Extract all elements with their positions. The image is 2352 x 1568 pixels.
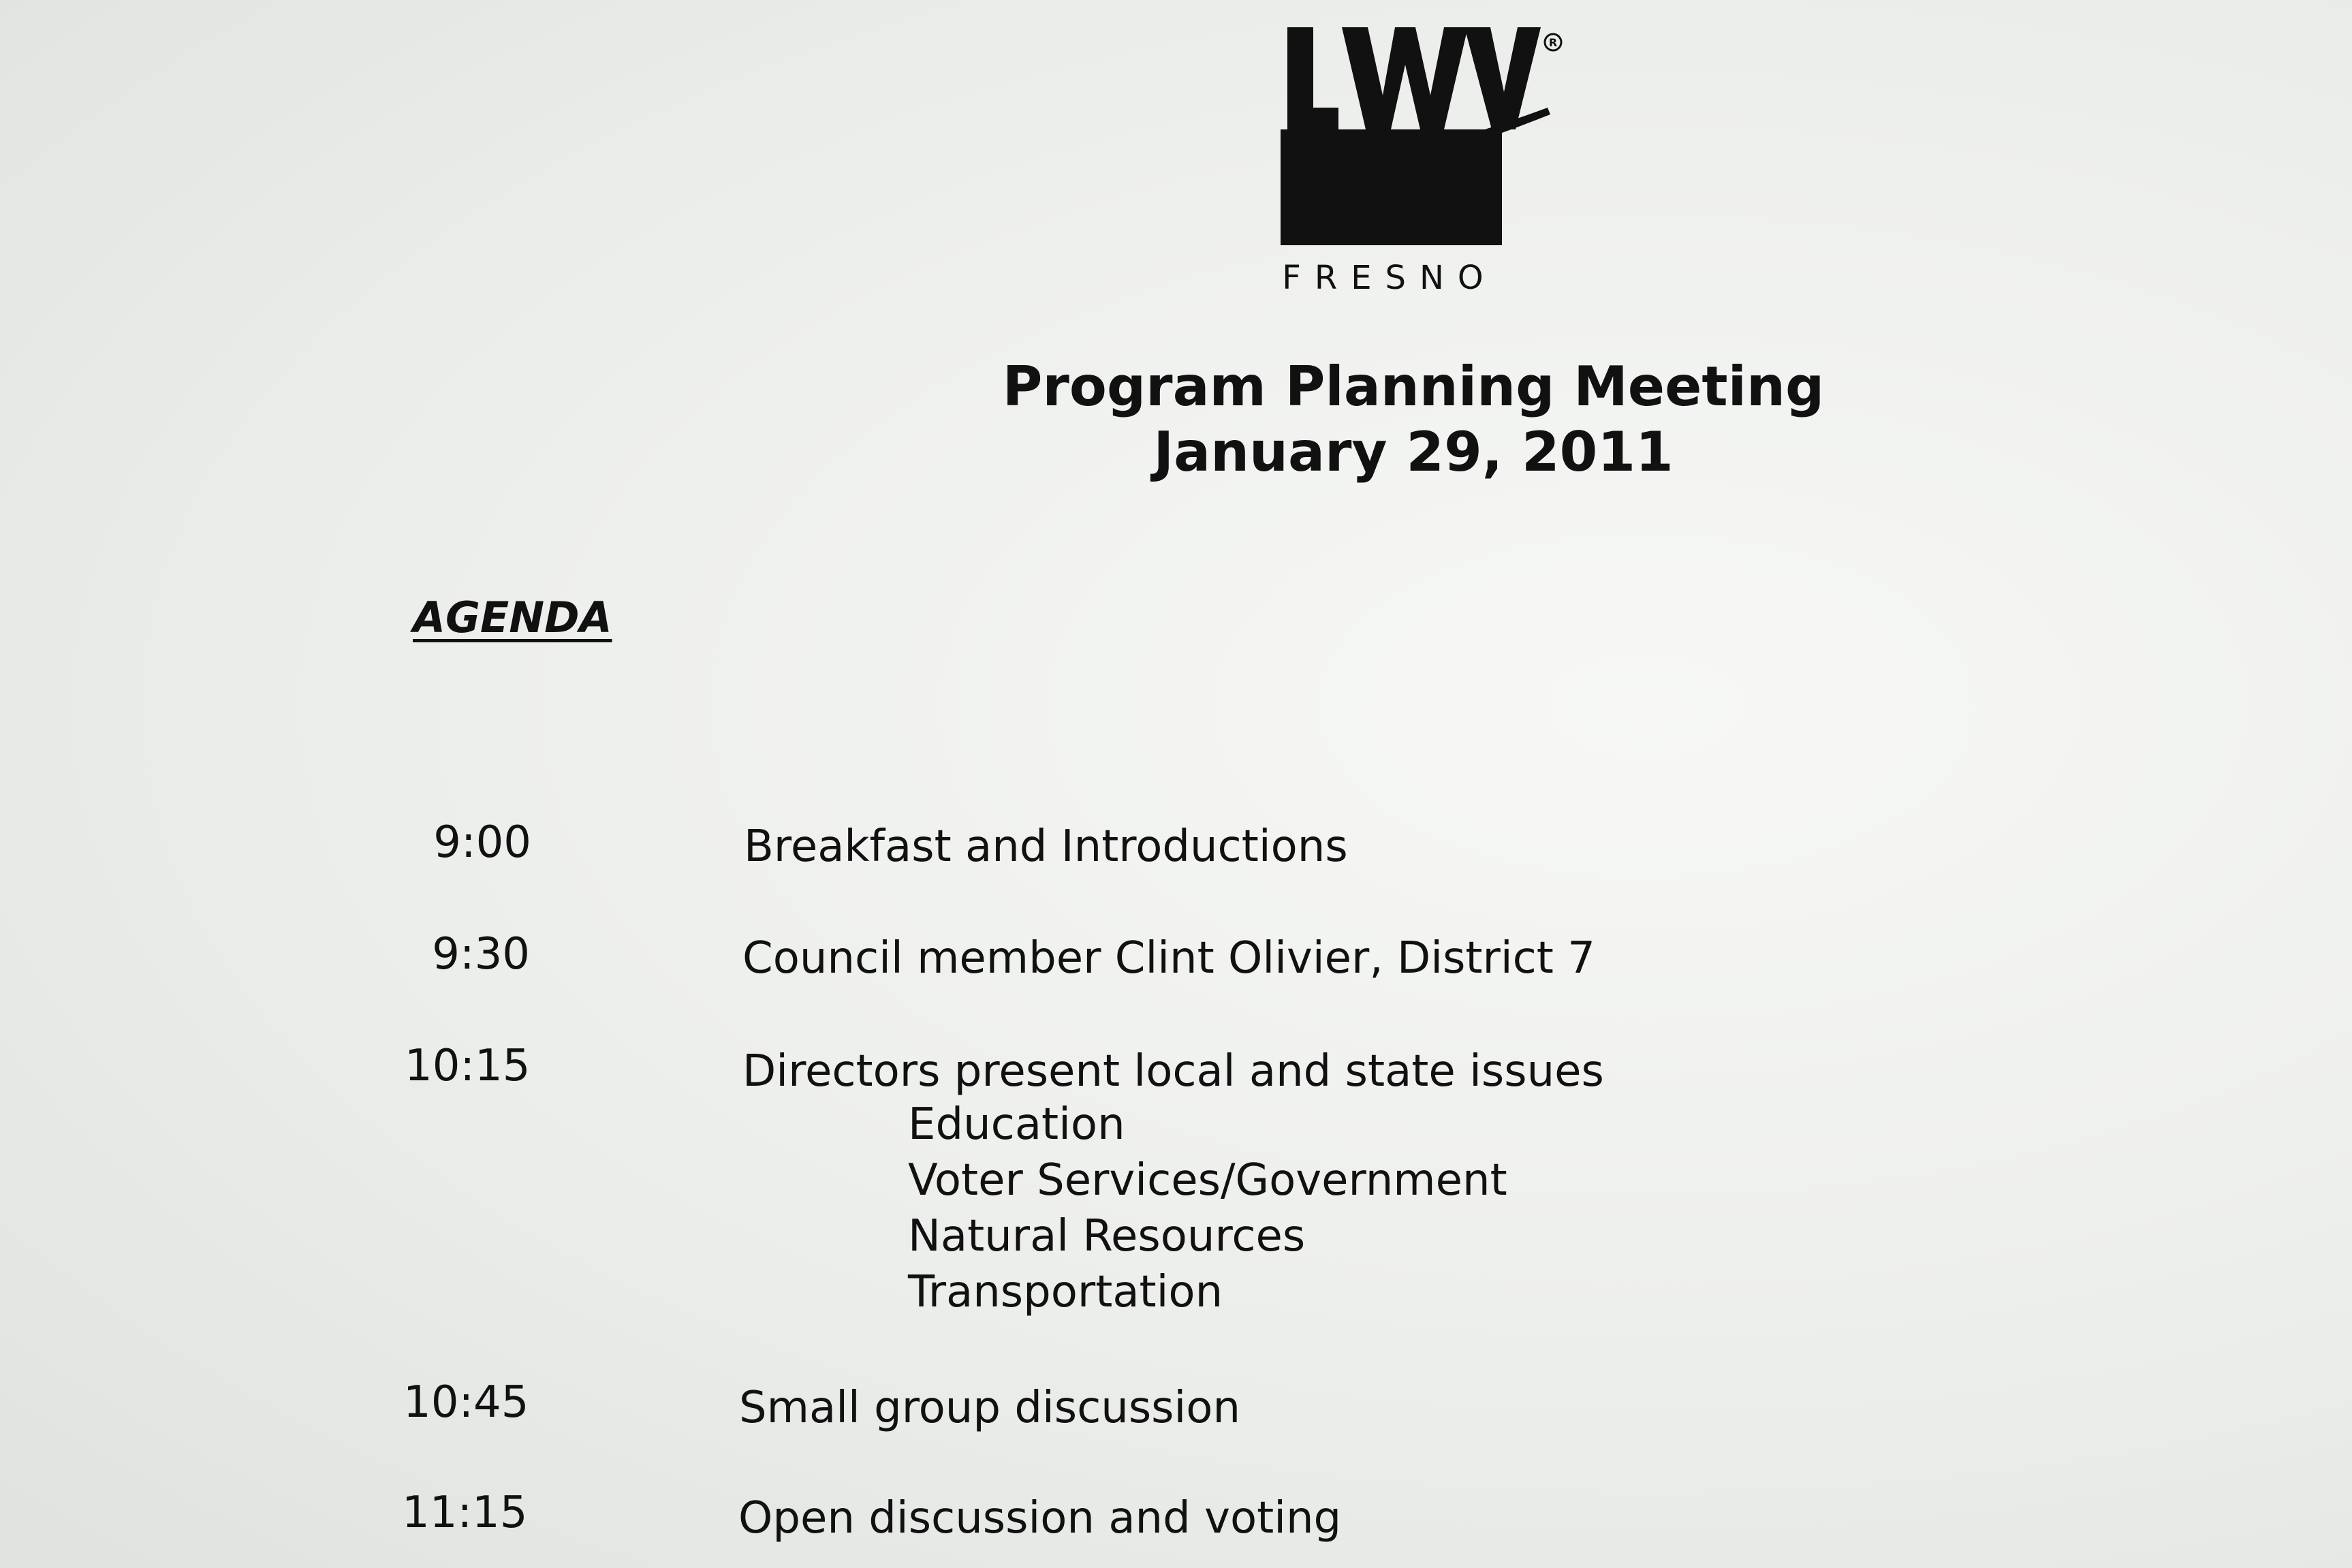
svg-text:R: R xyxy=(1548,36,1558,49)
title-line-1: Program Planning Meeting xyxy=(1002,355,1825,418)
logo-location-text: FRESNO xyxy=(1282,259,1497,297)
agenda-time: 10:45 xyxy=(403,1377,529,1428)
agenda-subitem: Voter Services/Government xyxy=(908,1155,1507,1206)
agenda-heading: AGENDA xyxy=(413,593,612,642)
meeting-title xyxy=(885,354,1941,485)
agenda-subitem: Education xyxy=(908,1099,1125,1150)
agenda-item: Small group discussion xyxy=(739,1383,1240,1433)
agenda-time: 9:00 xyxy=(433,817,531,868)
agenda-item: Open discussion and voting xyxy=(738,1493,1342,1543)
lwv-logo xyxy=(1281,27,1567,300)
agenda-item: Breakfast and Introductions xyxy=(744,821,1348,872)
agenda-time: 9:30 xyxy=(432,929,530,979)
agenda-subitem: Natural Resources xyxy=(908,1211,1306,1261)
agenda-subitem: Transportation xyxy=(908,1267,1223,1317)
agenda-subitem-list xyxy=(908,1097,1507,1320)
agenda-item: Directors present local and state issues xyxy=(742,1046,1604,1097)
agenda-time: 10:15 xyxy=(405,1041,531,1091)
agenda-time: 11:15 xyxy=(402,1488,528,1538)
lwv-logo-mark xyxy=(1281,27,1567,245)
agenda-item: Council member Clint Olivier, District 7 xyxy=(742,933,1595,984)
title-line-2: January 29, 2011 xyxy=(1153,420,1674,484)
